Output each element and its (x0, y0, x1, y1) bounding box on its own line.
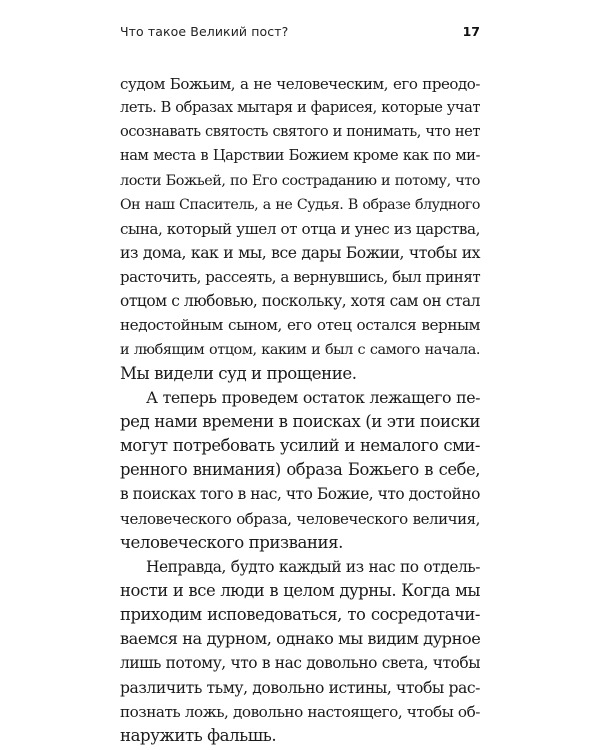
text-line: сына, который ушел от отца и унес из царства, (120, 219, 480, 238)
text-line: лости Божьей, по Его состраданию и потому, что (120, 172, 480, 189)
running-head (120, 24, 480, 44)
text-line: человеческого призвания. (120, 532, 343, 552)
page-number: 17 (462, 24, 480, 39)
paragraph-1 (120, 72, 480, 386)
text-line: ред нами времени в поисках (и эти поиски (120, 411, 480, 431)
text-line: и любящим отцом, каким и был с самого начала. (120, 341, 480, 358)
text-line: судом Божьим, а не человеческим, его преодо- (120, 75, 480, 93)
text-line: могут потребовать усилий и немалого сми- (120, 436, 480, 456)
text-line: ности и все люди в целом дурны. Когда мы (120, 580, 480, 600)
text-line: недостойным сыном, его отец остался верным (120, 316, 480, 335)
text-line: различить тьму, довольно истины, чтобы рас- (120, 678, 480, 697)
text-line: ваемся на дурном, однако мы видим дурное (120, 629, 481, 649)
text-line: человеческого образа, человеческого величия, (120, 509, 480, 528)
text-line: наружить фальшь. (120, 725, 277, 745)
text-line: Неправда, будто каждый из нас по отдель- (146, 557, 480, 576)
text-line: нам места в Царствии Божием кроме как по ми- (120, 147, 480, 165)
text-line: из дома, как и мы, все дары Божии, чтобы их (120, 243, 480, 262)
text-line: расточить, рассеять, а вернувшись, был принят (120, 268, 481, 287)
body-text (120, 72, 480, 748)
text-line: Мы видели суд и прощение. (120, 363, 357, 383)
text-line: познать ложь, довольно настоящего, чтобы об- (120, 702, 480, 721)
running-title: Что такое Великий пост? (120, 24, 289, 39)
text-line: А теперь проведем остаток лежащего пе- (146, 387, 480, 407)
text-line: леть. В образах мытаря и фарисея, которые учат (120, 99, 480, 117)
text-line: приходим исповедоваться, то сосредотачи- (120, 605, 480, 625)
text-line: Он наш Спаситель, а не Судья. В образе блудного (120, 196, 480, 213)
paragraph-3 (120, 555, 480, 748)
text-line: осознавать святость святого и понимать, что нет (120, 123, 480, 141)
text-line: ренного внимания) образа Божьего в себе, (120, 460, 480, 480)
text-line: лишь потому, что в нас довольно света, чтобы (120, 654, 480, 673)
text-line: в поисках того в нас, что Божие, что достойно (120, 485, 480, 504)
paragraph-2 (120, 386, 480, 555)
text-line: отцом с любовью, поскольку, хотя сам он стал (120, 292, 480, 311)
